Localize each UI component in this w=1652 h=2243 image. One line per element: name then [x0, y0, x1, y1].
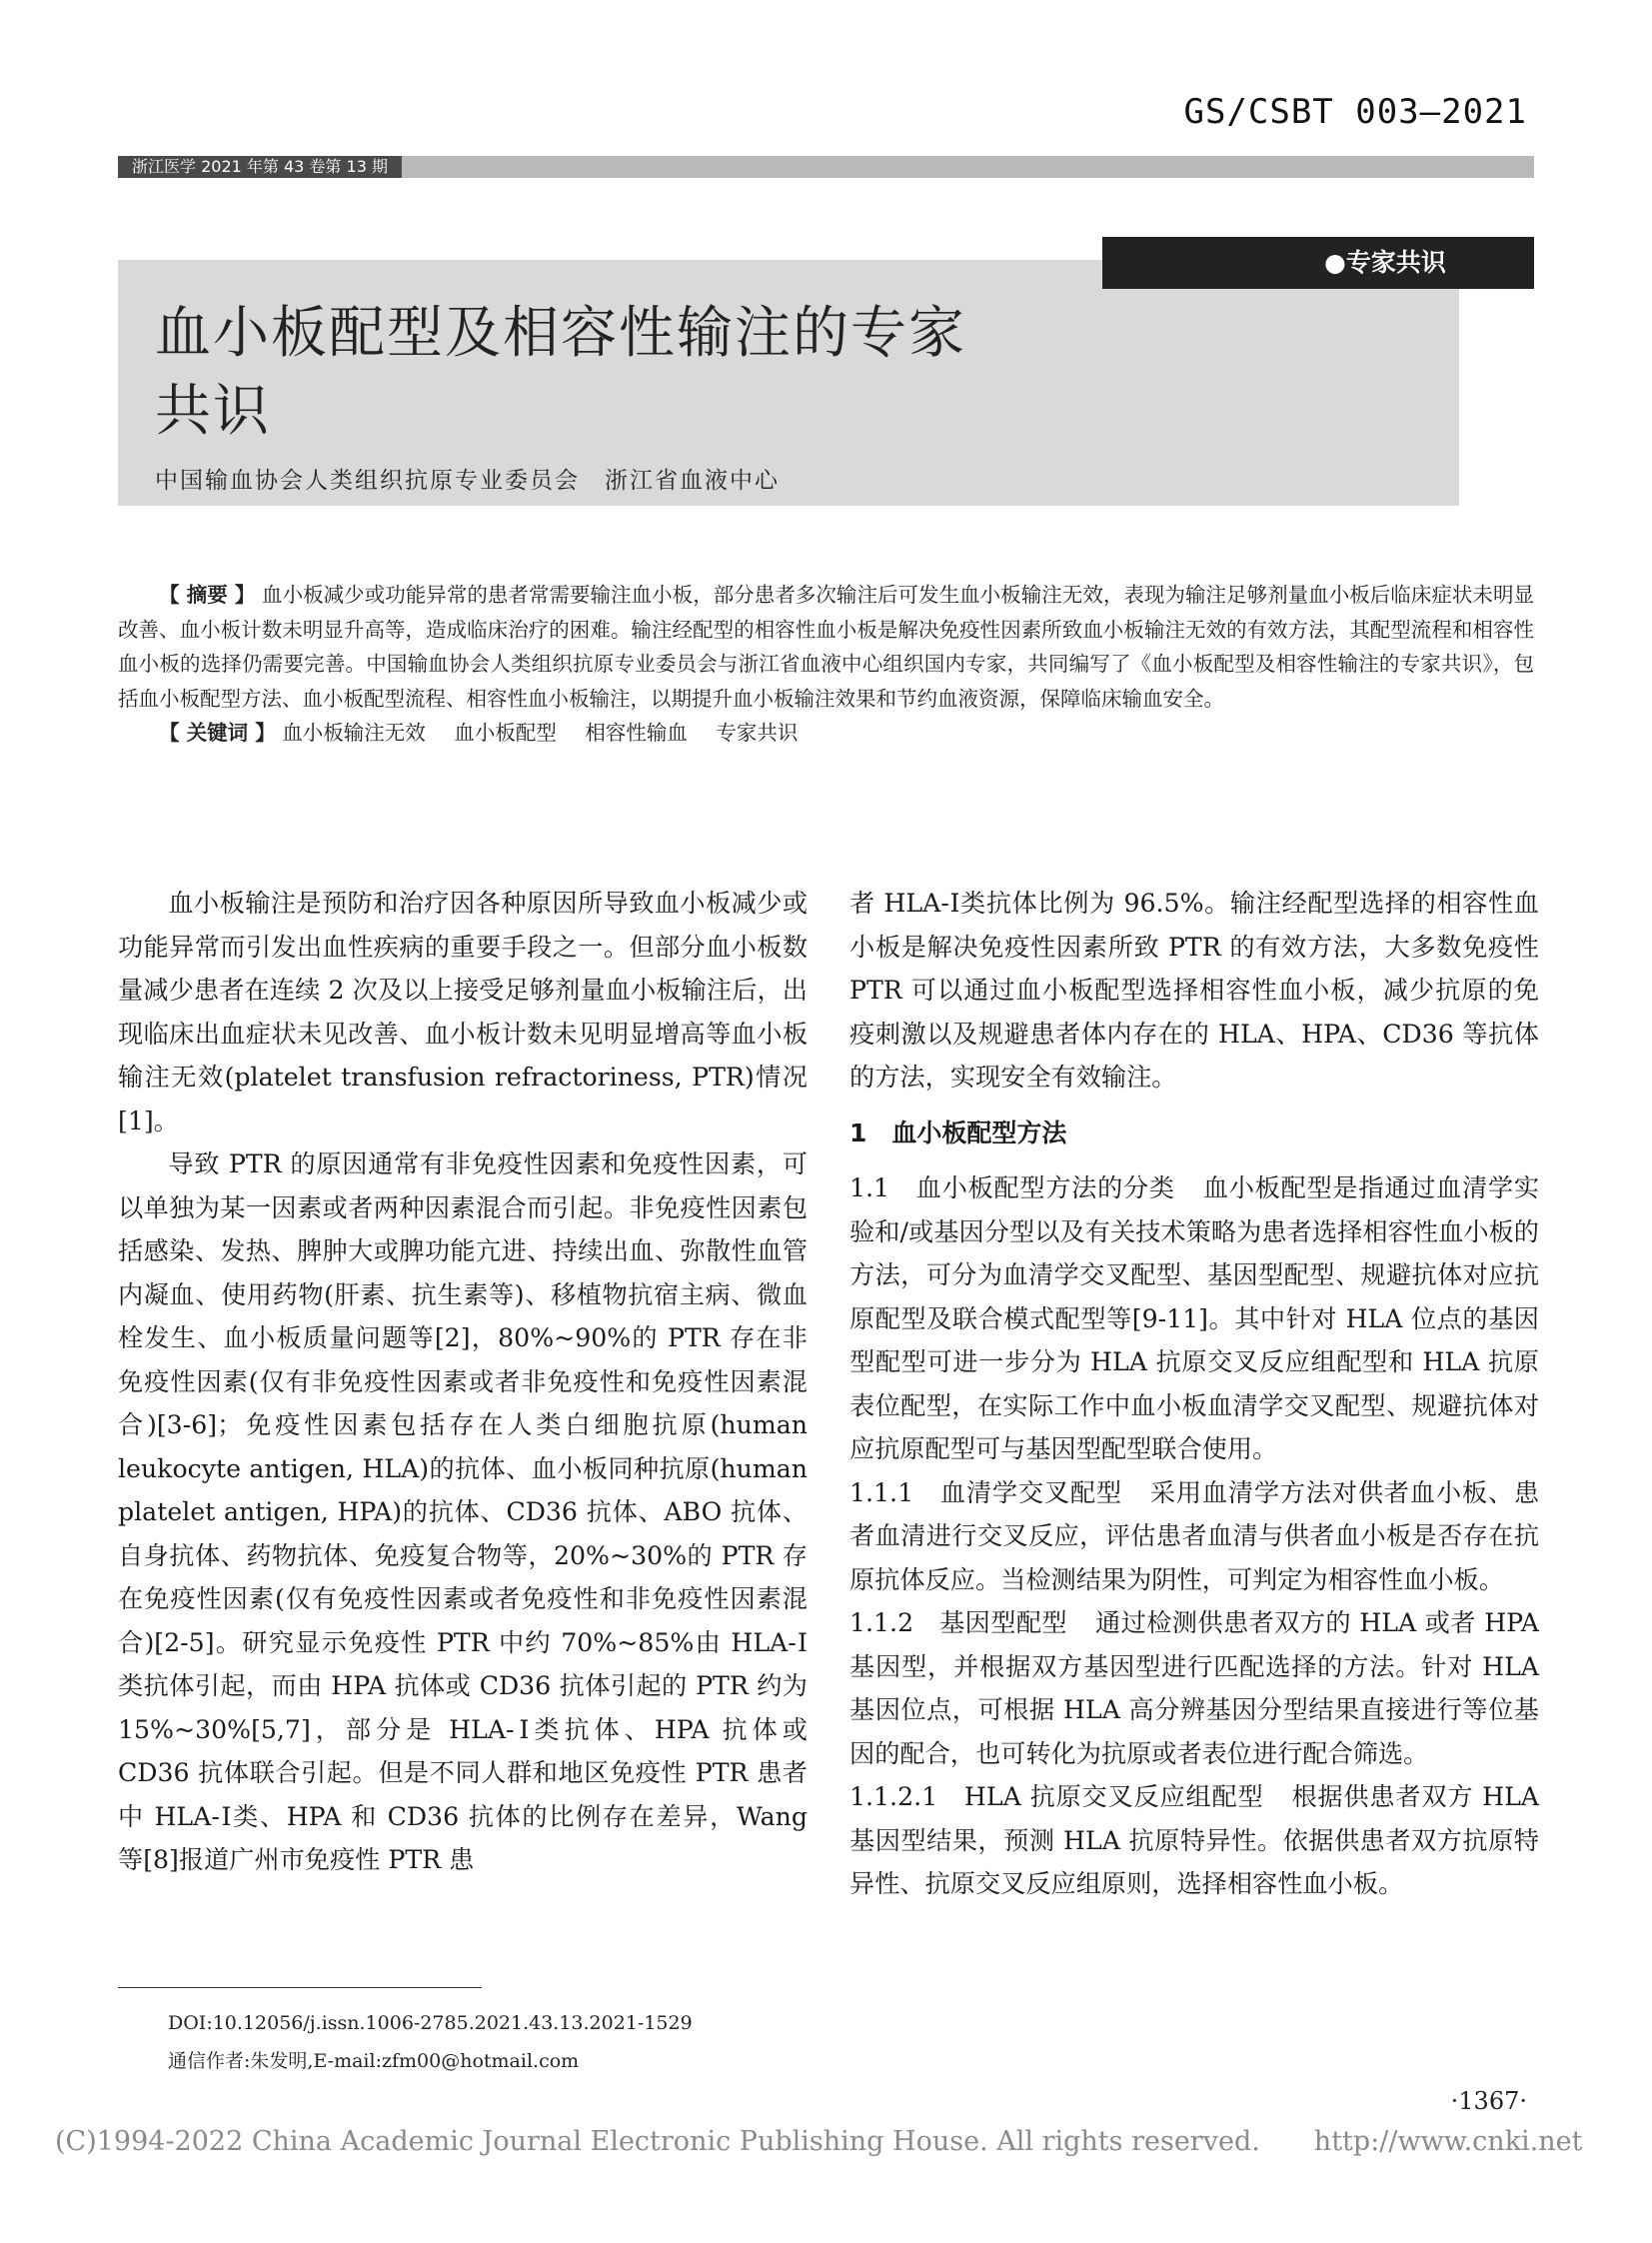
category-tag: ●专家共识 [1102, 237, 1534, 289]
subsection-text: 通过检测供患者双方的 HLA 或者 HPA 基因型，并根据双方基因型进行匹配选择的方法。针对 HLA 基因位点，可根据 HLA 高分辨基因分型结果直接进行等位基因的配合，也可转化为抗原或者表位进行配合筛选。 [849, 1608, 1539, 1768]
subsection-1-1 [849, 1166, 1539, 1471]
footnote-divider [118, 1987, 482, 1988]
journal-issue-label: 浙江医学 2021 年第 43 卷第 13 期 [118, 156, 402, 178]
title-line-1: 血小板配型及相容性输注的专家 [155, 301, 966, 366]
subsection-text: 根据供患者双方 HLA 基因型结果，预测 HLA 抗原特异性。依据供患者双方抗原特异性、抗原交叉反应组原则，选择相容性血小板。 [849, 1782, 1539, 1898]
keywords-label: 【 关键词 】 [159, 721, 276, 745]
subsection-label: 1.1 血小板配型方法的分类 [849, 1173, 1175, 1202]
journal-header-bar [118, 156, 1534, 178]
body-paragraph: 导致 PTR 的原因通常有非免疫性因素和免疫性因素，可以单独为某一因素或者两种因素混合而引起。非免疫性因素包括感染、发热、脾肿大或脾功能亢进、持续出血、弥散性血管内凝血、使用药物(肝素、抗生素等)、移植物抗宿主病、微血栓发生、血小板质量问题等[2]，80%~90%的 PTR 存在非免疫性因素(仅有非免疫性因素或者非免疫性和免疫性因素混合)[3-6]；免疫性因素包括存在人类白细胞抗原(human leukocyte antigen, HLA)的抗体、血小板同种抗原(human platelet antigen, HPA)的抗体、CD36 抗体、ABO 抗体、自身抗体、药物抗体、免疫复合物等，20%~30%的 PTR 存在免疫性因素(仅有免疫性因素或者免疫性和非免疫性因素混合)[2-5]。研究显示免疫性 PTR 中约 70%~85%由 HLA-Ⅰ类抗体引起，而由 HPA 抗体或 CD36 抗体引起的 PTR 约为 15%~30%[5,7]，部分是 HLA-Ⅰ类抗体、HPA 抗体或 CD36 抗体联合引起。但是不同人群和地区免疫性 PTR 患者中 HLA-Ⅰ类、HPA 和 CD36 抗体的比例存在差异，Wang 等[8]报道广州市免疫性 PTR 患 [118, 1149, 808, 1874]
keyword: 血小板输注无效 [282, 721, 426, 745]
corresponding-author-line: 通信作者:朱发明,E-mail:zfm00@hotmail.com [168, 2050, 580, 2072]
subsection-text: 血小板配型是指通过血清学实验和/或基因分型以及有关技术策略为患者选择相容性血小板的方法，可分为血清学交叉配型、基因型配型、规避抗体对应抗原配型及联合模式配型等[9-11]。其中针对 HLA 位点的基因型配型可进一步分为 HLA 抗原交叉反应组配型和 HLA 抗原表位配型，在实际工作中血小板血清学交叉配型、规避抗体对应抗原配型可与基因型配型联合使用。 [849, 1173, 1539, 1463]
article-title [155, 295, 1134, 451]
keywords-line [118, 716, 1534, 751]
footnotes [168, 2004, 693, 2080]
body-paragraph: 者 HLA-Ⅰ类抗体比例为 96.5%。输注经配型选择的相容性血小板是解决免疫性因素所致 PTR 的有效方法，大多数免疫性 PTR 可以通过血小板配型选择相容性血小板，减少抗原的免疫刺激以及规避患者体内存在的 HLA、HPA、CD36 等抗体的方法，实现安全有效输注。 [849, 889, 1539, 1092]
subsection-1-1-1 [849, 1471, 1539, 1602]
title-line-2: 共识 [155, 379, 271, 444]
standard-code: GS/CSBT 003—2021 [1183, 92, 1527, 132]
section-heading: 1 血小板配型方法 [849, 1118, 1067, 1147]
body-paragraph: 血小板输注是预防和治疗因各种原因所导致血小板减少或功能异常而引发出血性疾病的重要手段之一。但部分血小板数量减少患者在连续 2 次及以上接受足够剂量血小板输注后，出现临床出血症状未见改善、血小板计数未见明显增高等血小板输注无效(platelet transfusion refractoriness, PTR)情况[1]。 [118, 889, 808, 1135]
subsection-label: 1.1.1 血清学交叉配型 [849, 1477, 1122, 1507]
article-authors: 中国输血协会人类组织抗原专业委员会 浙江省血液中心 [155, 468, 780, 494]
page-number: ·1367· [1450, 2087, 1527, 2115]
body-column-left [118, 882, 808, 1882]
subsection-text: 采用血清学方法对供者血小板、患者血清进行交叉反应，评估患者血清与供者血小板是否存在抗原抗体反应。当检测结果为阴性，可判定为相容性血小板。 [849, 1477, 1540, 1594]
abstract-label: 【 摘要 】 [159, 583, 256, 607]
subsection-1-1-2 [849, 1601, 1539, 1775]
subsection-1-1-2-1 [849, 1775, 1539, 1906]
keyword: 血小板配型 [454, 721, 557, 745]
copyright-notice: (C)1994-2022 China Academic Journal Electronic Publishing House. All rights reserved. http://www.cnki.net [55, 2126, 1583, 2157]
abstract-block [118, 578, 1534, 751]
body-column-right [849, 882, 1539, 1906]
abstract-text: 血小板减少或功能异常的患者常需要输注血小板，部分患者多次输注后可发生血小板输注无效，表现为输注足够剂量血小板后临床症状未明显改善、血小板计数未明显升高等，造成临床治疗的困难。输注经配型的相容性血小板是解决免疫性因素所致血小板输注无效的有效方法，其配型流程和相容性血小板的选择仍需要完善。中国输血协会人类组织抗原专业委员会与浙江省血液中心组织国内专家，共同编写了《血小板配型及相容性输注的专家共识》，包括血小板配型方法、血小板配型流程、相容性血小板输注，以期提升血小板输注效果和节约血液资源，保障临床输血安全。 [118, 583, 1534, 711]
keyword: 相容性输血 [585, 721, 688, 745]
doi-line: DOI:10.12056/j.issn.1006-2785.2021.43.13.2021-1529 [168, 2012, 693, 2034]
subsection-label: 1.1.2.1 HLA 抗原交叉反应组配型 [849, 1782, 1264, 1811]
subsection-label: 1.1.2 基因型配型 [849, 1608, 1068, 1637]
abstract-paragraph [118, 578, 1534, 716]
keyword: 专家共识 [716, 721, 799, 745]
